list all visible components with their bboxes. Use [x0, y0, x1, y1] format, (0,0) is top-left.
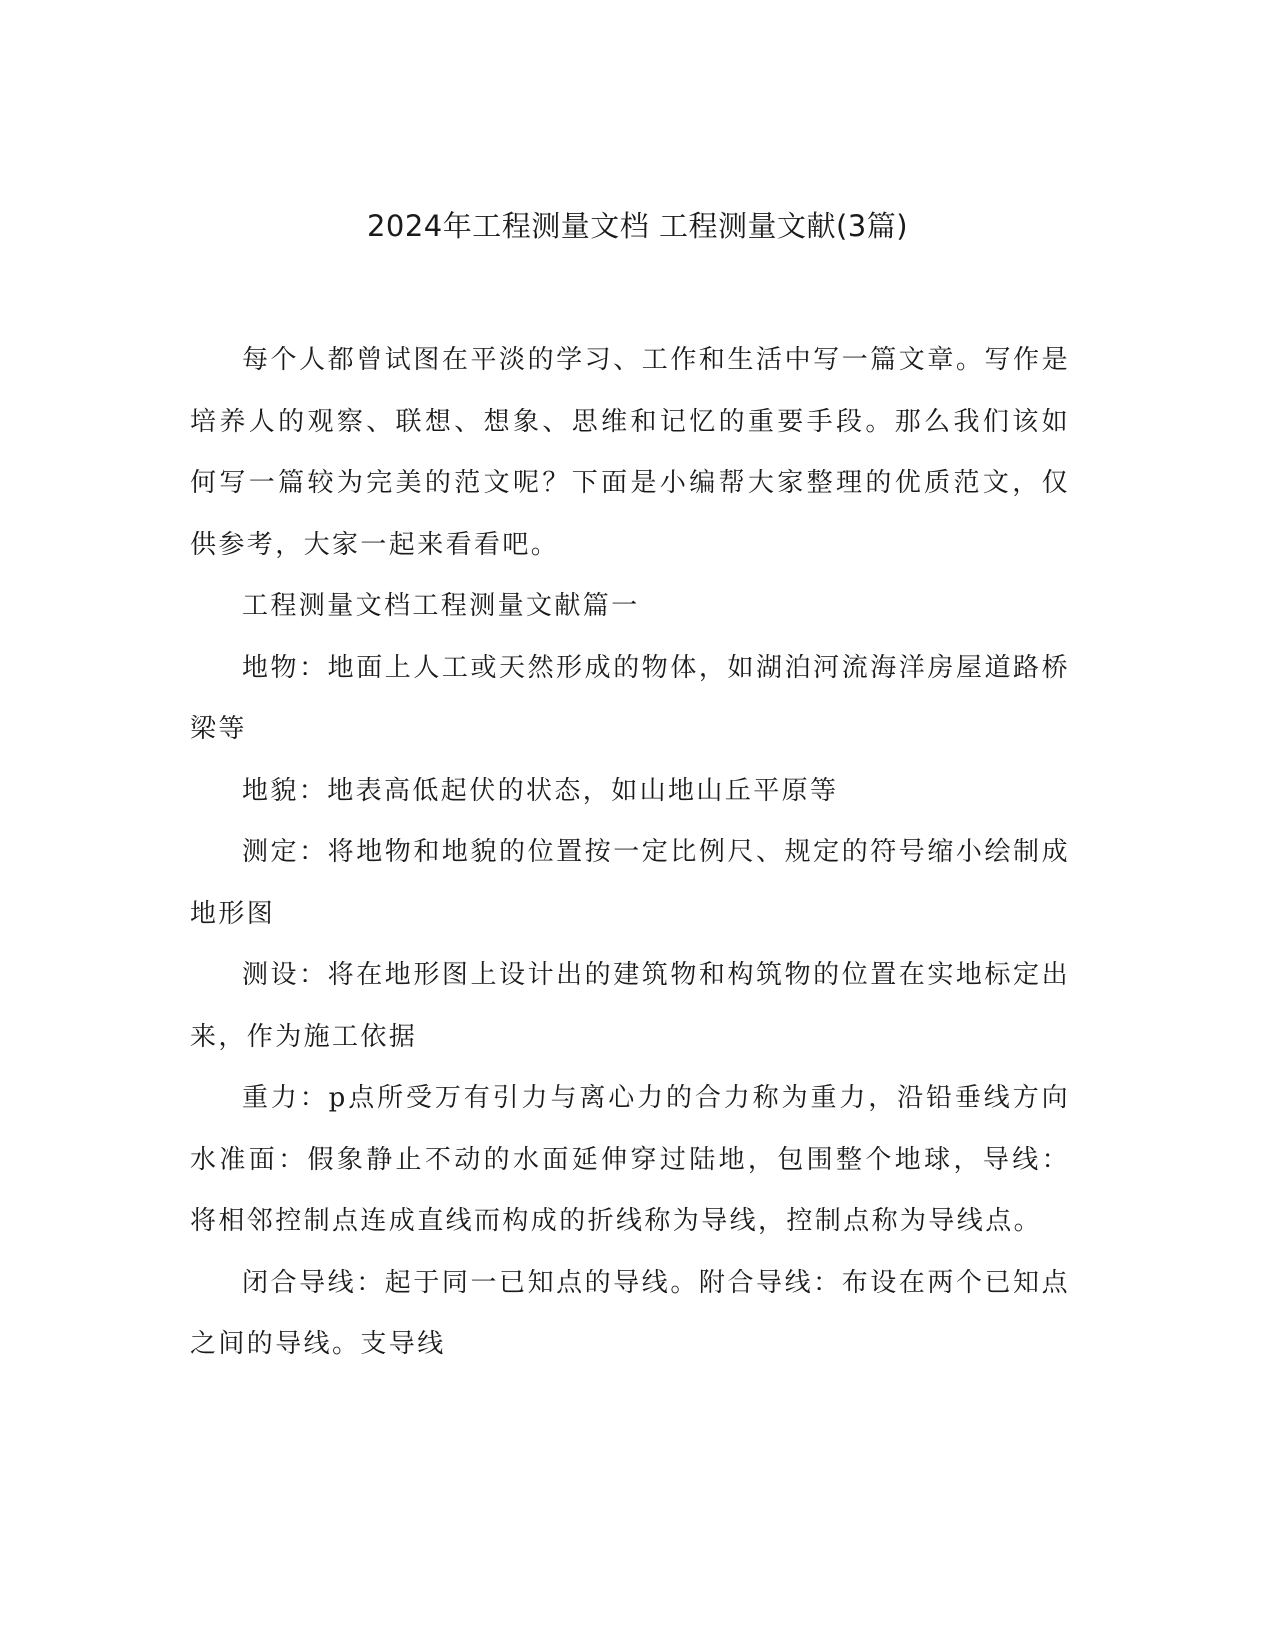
document-title: 2024年工程测量文档 工程测量文献(3篇) [366, 209, 909, 243]
definition-paragraph: 测定：将地物和地貌的位置按一定比例尺、规定的符号缩小绘制成地形图 [190, 837, 1070, 929]
definition-paragraph: 测设：将在地形图上设计出的建筑物和构筑物的位置在实地标定出来，作为施工依据 [190, 960, 1070, 1052]
definition-paragraph: 地物：地面上人工或天然形成的物体，如湖泊河流海洋房屋道路桥梁等 [190, 652, 1070, 744]
document-body [190, 330, 1070, 1376]
section-heading: 工程测量文档工程测量文献篇一 [242, 591, 640, 621]
intro-paragraph: 每个人都曾试图在平淡的学习、工作和生活中写一篇文章。写作是培养人的观察、联想、想象、思维和记忆的重要手段。那么我们该如何写一篇较为完美的范文呢？下面是小编帮大家整理的优质范文，仅供参考，大家一起来看看吧。 [190, 345, 1070, 560]
definition-paragraph: 地貌：地表高低起伏的状态，如山地山丘平原等 [242, 775, 839, 806]
definition-paragraph: 闭合导线：起于同一已知点的导线。附合导线：布设在两个已知点之间的导线。支导线 [190, 1267, 1070, 1359]
definition-paragraph: 重力：p点所受万有引力与离心力的合力称为重力，沿铅垂线方向水准面：假象静止不动的水面延伸穿过陆地，包围整个地球，导线：将相邻控制点连成直线而构成的折线称为导线，控制点称为导线点。 [190, 1083, 1070, 1236]
